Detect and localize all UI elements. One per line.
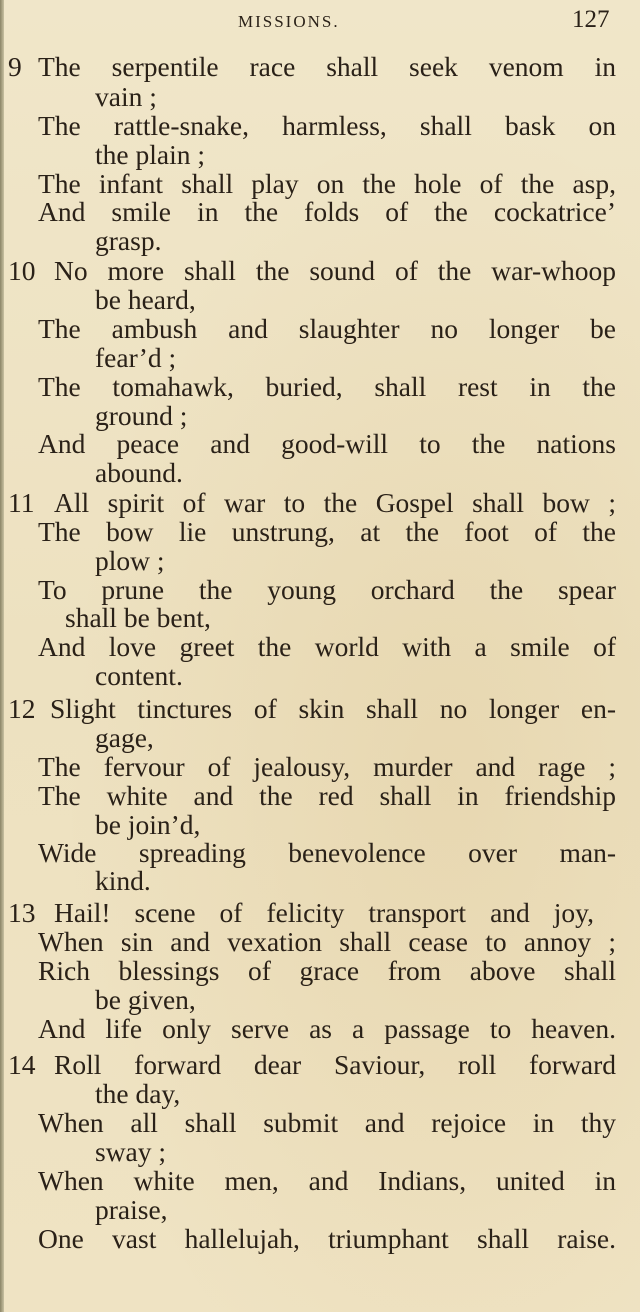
verse-line: To prune the young orchard the spear xyxy=(38,574,616,605)
verse-number: 13 xyxy=(8,897,36,928)
verse-line: Wide spreading benevolence over man- xyxy=(38,837,616,868)
verse-line: plow ; xyxy=(95,545,165,576)
verse-number: 9 xyxy=(8,51,22,82)
verse-number: 11 xyxy=(8,487,35,518)
verse-line: Roll forward dear Saviour, roll forward xyxy=(54,1049,616,1080)
verse-line: Hail! scene of felicity transport and joy, xyxy=(54,897,594,928)
verse-line: be heard, xyxy=(95,284,196,315)
verse-number: 14 xyxy=(8,1049,36,1080)
verse-line: Rich blessings of grace from above shall xyxy=(38,955,616,986)
verse-line: Slight tinctures of skin shall no longer en- xyxy=(50,693,616,724)
verse-line: shall be bent, xyxy=(65,602,211,633)
verse-line: sway ; xyxy=(95,1136,167,1167)
verse-line: kind. xyxy=(95,865,151,896)
verse-line: the day, xyxy=(95,1078,181,1109)
verse-line: fear’d ; xyxy=(95,342,177,373)
verse-line: grasp. xyxy=(95,225,162,256)
verse-line: praise, xyxy=(95,1194,168,1225)
verse-line: The tomahawk, buried, shall rest in the xyxy=(38,371,616,402)
verse-line: the plain ; xyxy=(95,139,205,170)
verse-line: The fervour of jealousy, murder and rage ; xyxy=(38,751,616,782)
verse-line: ground ; xyxy=(95,400,188,431)
verse-line: be given, xyxy=(95,984,196,1015)
verse-line: The white and the red shall in friendship xyxy=(38,780,616,811)
page-header xyxy=(0,4,640,38)
verse-line: One vast hallelujah, triumphant shall raise. xyxy=(38,1223,616,1254)
page-edge xyxy=(0,0,4,1312)
running-title: MISSIONS. xyxy=(238,12,340,31)
verse-line: gage, xyxy=(95,722,154,753)
verse-line: The bow lie unstrung, at the foot of the xyxy=(38,516,616,547)
verse-line: And smile in the folds of the cockatrice’ xyxy=(38,196,616,227)
verse-line: abound. xyxy=(95,457,183,488)
verse-line: When sin and vexation shall cease to annoy ; xyxy=(38,926,616,957)
verse-line: And love greet the world with a smile of xyxy=(38,631,616,662)
verse-line: The serpentile race shall seek venom in xyxy=(38,51,616,82)
verse-line: No more shall the sound of the war-whoop xyxy=(54,255,616,286)
verse-line: The infant shall play on the hole of the asp, xyxy=(38,168,616,199)
verse-number: 12 xyxy=(8,693,36,724)
verse-line: vain ; xyxy=(95,81,157,112)
verse-line: When all shall submit and rejoice in thy xyxy=(38,1107,616,1138)
verse-line: All spirit of war to the Gospel shall bow ; xyxy=(54,487,616,518)
verse-line: be join’d, xyxy=(95,809,201,840)
verse-line: When white men, and Indians, united in xyxy=(38,1165,616,1196)
page-number: 127 xyxy=(572,6,610,33)
verse-line: And life only serve as a passage to heaven. xyxy=(38,1013,616,1044)
verse-line: content. xyxy=(95,660,183,691)
verse-line: The rattle-snake, harmless, shall bask on xyxy=(38,110,616,141)
verse-line: And peace and good-will to the nations xyxy=(38,428,616,459)
verse-number: 10 xyxy=(8,255,36,286)
verse-line: The ambush and slaughter no longer be xyxy=(38,313,616,344)
